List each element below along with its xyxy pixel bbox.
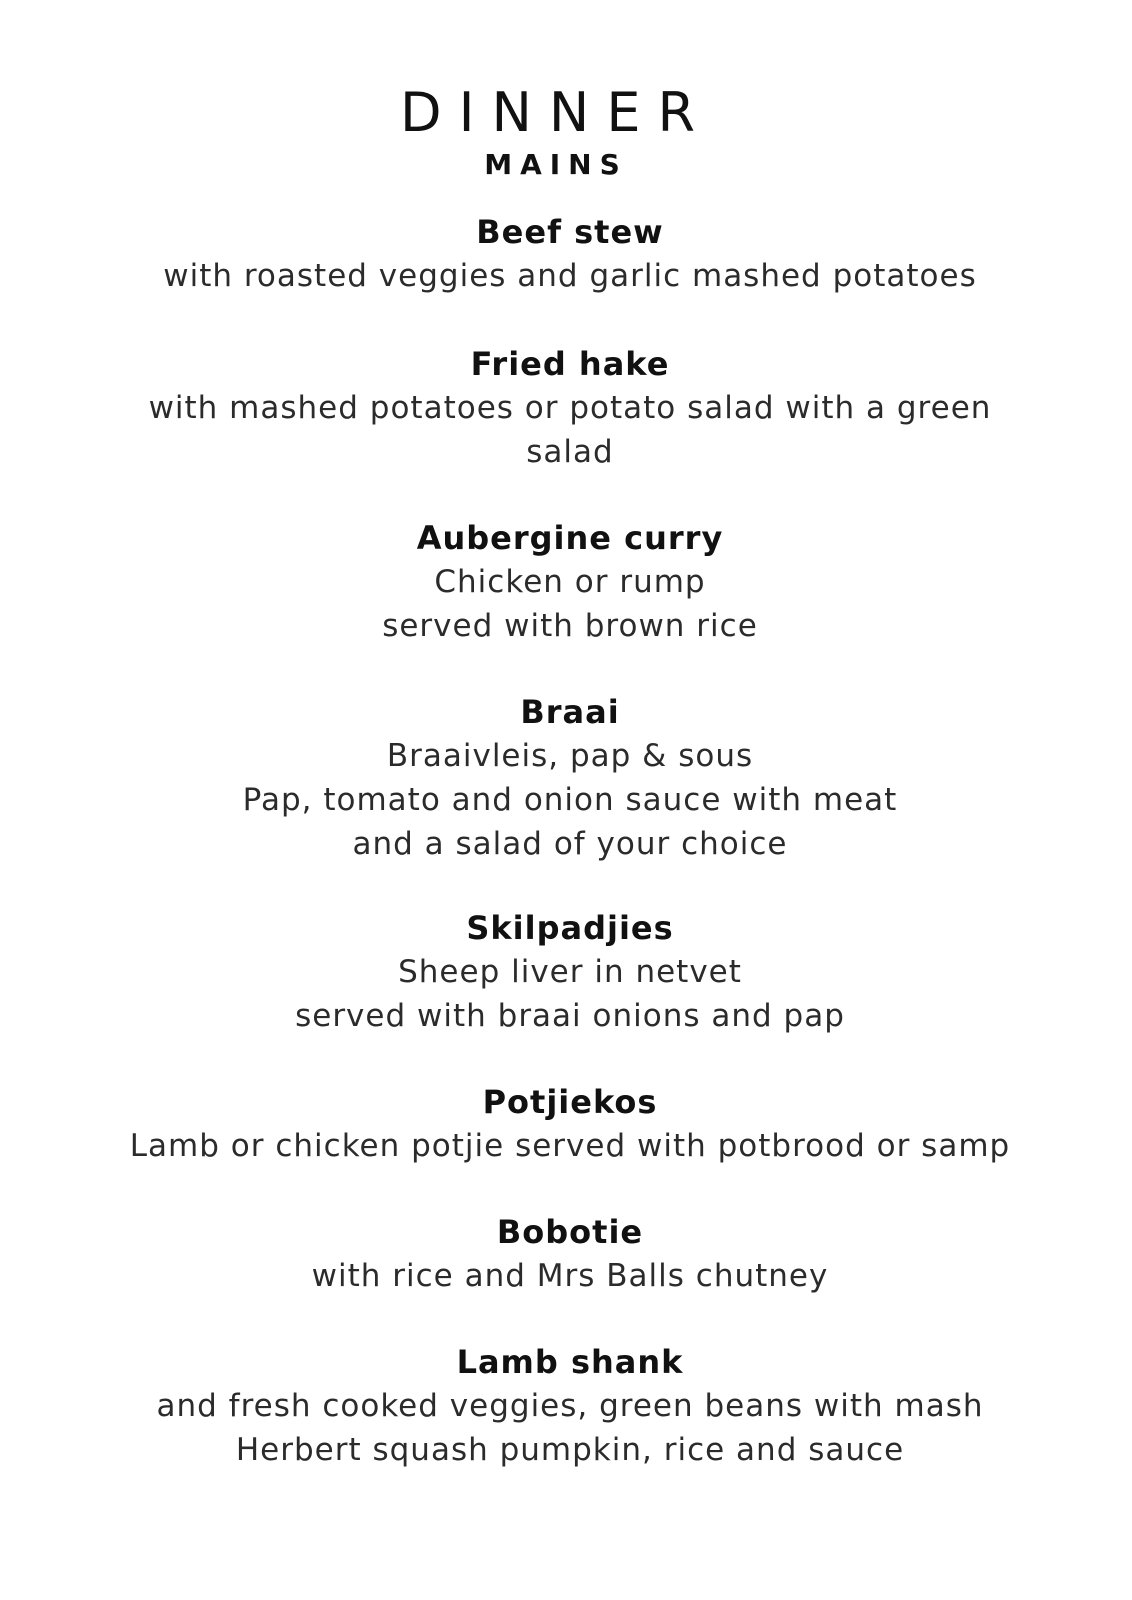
- dish-potjiekos: [70, 1080, 1070, 1168]
- dish-description: served with braai onions and pap: [295, 998, 845, 1034]
- dish-description: Chicken or rump: [434, 564, 706, 600]
- dish-name: Skilpadjies: [466, 909, 674, 947]
- dish-description: Pap, tomato and onion sauce with meat: [242, 782, 898, 818]
- dish-beef-stew: [70, 210, 1070, 298]
- dish-name: Bobotie: [496, 1213, 644, 1251]
- dish-description: with roasted veggies and garlic mashed potatoes: [163, 258, 977, 294]
- dish-fried-hake: [70, 342, 1070, 474]
- dish-description: Herbert squash pumpkin, rice and sauce: [235, 1432, 905, 1468]
- dish-bobotie: [70, 1210, 1070, 1298]
- dish-description: served with brown rice: [382, 608, 758, 644]
- dish-description: Braaivleis, pap & sous: [386, 738, 754, 774]
- dish-description: and fresh cooked veggies, green beans with mash: [156, 1388, 984, 1424]
- dish-lamb-shank: [70, 1340, 1070, 1472]
- dish-description: Sheep liver in netvet: [398, 954, 742, 990]
- dish-braai: [70, 690, 1070, 866]
- dish-name: Aubergine curry: [416, 519, 724, 557]
- dish-description: salad: [526, 434, 614, 470]
- dish-description: with rice and Mrs Balls chutney: [311, 1258, 829, 1294]
- dish-skilpadjies: [70, 906, 1070, 1038]
- dish-name: Beef stew: [476, 213, 664, 251]
- dish-description: and a salad of your choice: [352, 826, 788, 862]
- menu-title: DINNER: [400, 81, 712, 144]
- dish-name: Potjiekos: [482, 1083, 658, 1121]
- dish-name: Braai: [520, 693, 620, 731]
- dish-description: Lamb or chicken potjie served with potbrood or samp: [129, 1128, 1011, 1164]
- menu-subtitle: MAINS: [484, 148, 628, 181]
- dish-aubergine-curry: [70, 516, 1070, 648]
- dish-description: with mashed potatoes or potato salad with a green: [148, 390, 992, 426]
- dish-name: Lamb shank: [456, 1343, 684, 1381]
- dish-name: Fried hake: [470, 345, 670, 383]
